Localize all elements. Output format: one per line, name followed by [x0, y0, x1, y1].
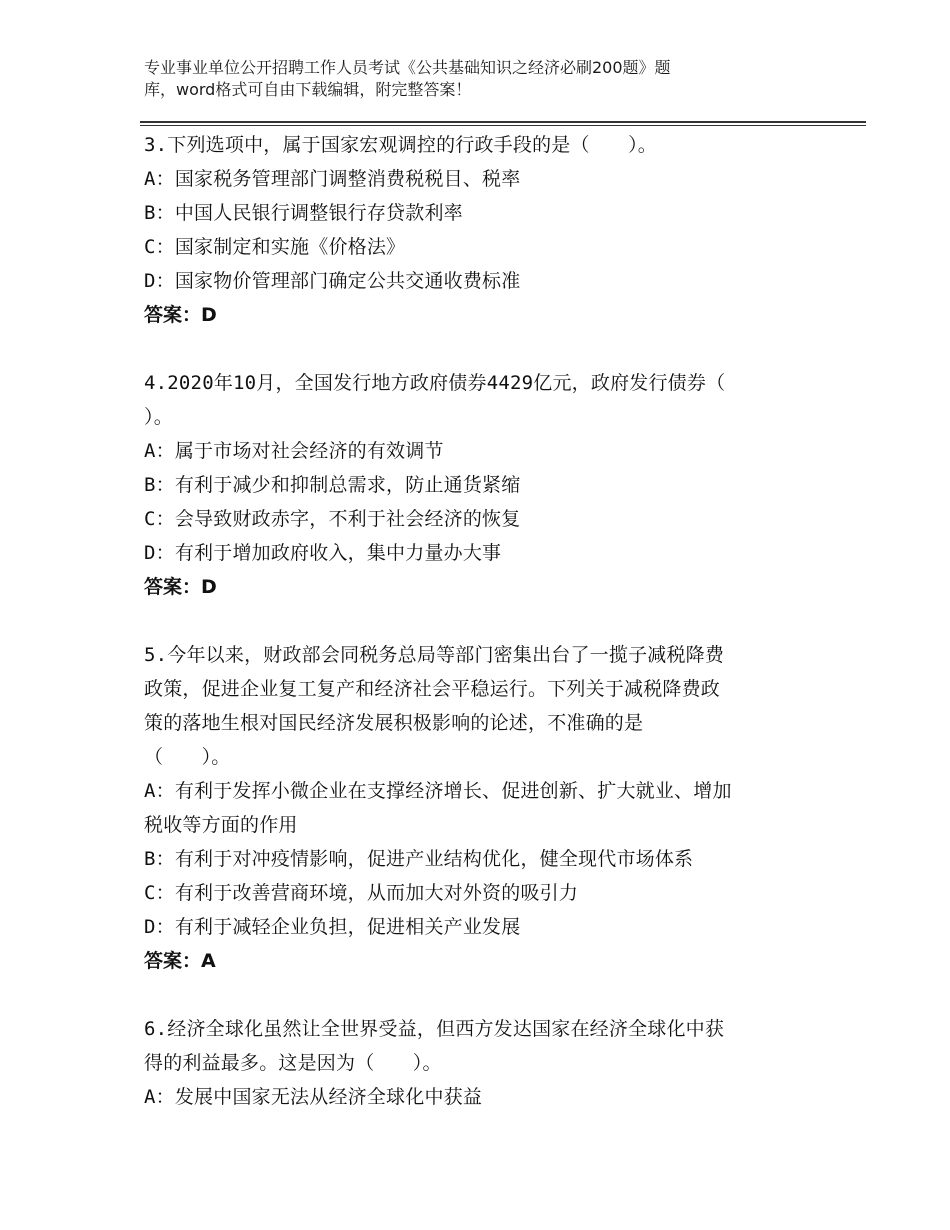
question-stem: 得的利益最多。这是因为（ ）。 [144, 1052, 442, 1074]
header-line: 库，word格式可自由下载编辑，附完整答案！ [144, 80, 472, 99]
option-a: A：国家税务管理部门调整消费税税目、税率 [144, 168, 521, 190]
option-d: D：有利于增加政府收入，集中力量办大事 [144, 542, 502, 564]
question-stem: ）。 [144, 406, 173, 428]
question-4 [144, 366, 824, 604]
answer-label: 答案：D [144, 304, 217, 326]
option-d: D：国家物价管理部门确定公共交通收费标准 [144, 270, 521, 292]
option-c: C：国家制定和实施《价格法》 [144, 236, 406, 258]
option-a: A：属于市场对社会经济的有效调节 [144, 440, 444, 462]
header-line: 专业事业单位公开招聘工作人员考试《公共基础知识之经济必刷200题》题 [144, 58, 671, 77]
question-stem: 策的落地生根对国民经济发展积极影响的论述，不准确的是 [144, 712, 644, 734]
option-c: C：会导致财政赤字，不利于社会经济的恢复 [144, 508, 521, 530]
question-stem: （ ）。 [144, 746, 231, 768]
option-a: A：发展中国家无法从经济全球化中获益 [144, 1086, 483, 1108]
document-header [144, 57, 784, 101]
header-divider [140, 121, 866, 126]
answer-label: 答案：A [144, 950, 216, 972]
question-5 [144, 638, 824, 978]
question-spacer [144, 604, 824, 638]
question-list [144, 128, 824, 1114]
option-b: B：有利于对冲疫情影响，促进产业结构优化，健全现代市场体系 [144, 848, 694, 870]
option-c: C：有利于改善营商环境，从而加大对外资的吸引力 [144, 882, 579, 904]
question-spacer [144, 978, 824, 1012]
option-d: D：有利于减轻企业负担，促进相关产业发展 [144, 916, 521, 938]
question-stem: 政策，促进企业复工复产和经济社会平稳运行。下列关于减税降费政 [144, 678, 721, 700]
question-stem: 5.今年以来，财政部会同税务总局等部门密集出台了一揽子减税降费 [144, 644, 725, 666]
question-stem: 4.2020年10月，全国发行地方政府债券4429亿元，政府发行债券（ [144, 372, 726, 394]
question-stem: 6.经济全球化虽然让全世界受益，但西方发达国家在经济全球化中获 [144, 1018, 725, 1040]
question-spacer [144, 332, 824, 366]
question-6 [144, 1012, 824, 1114]
option-a: 税收等方面的作用 [144, 814, 298, 836]
question-3 [144, 128, 824, 332]
option-b: B：有利于减少和抑制总需求，防止通货紧缩 [144, 474, 521, 496]
answer-label: 答案：D [144, 576, 217, 598]
question-stem: 3.下列选项中，属于国家宏观调控的行政手段的是（ ）。 [144, 134, 657, 156]
option-b: B：中国人民银行调整银行存贷款利率 [144, 202, 463, 224]
option-a: A：有利于发挥小微企业在支撑经济增长、促进创新、扩大就业、增加 [144, 780, 732, 802]
